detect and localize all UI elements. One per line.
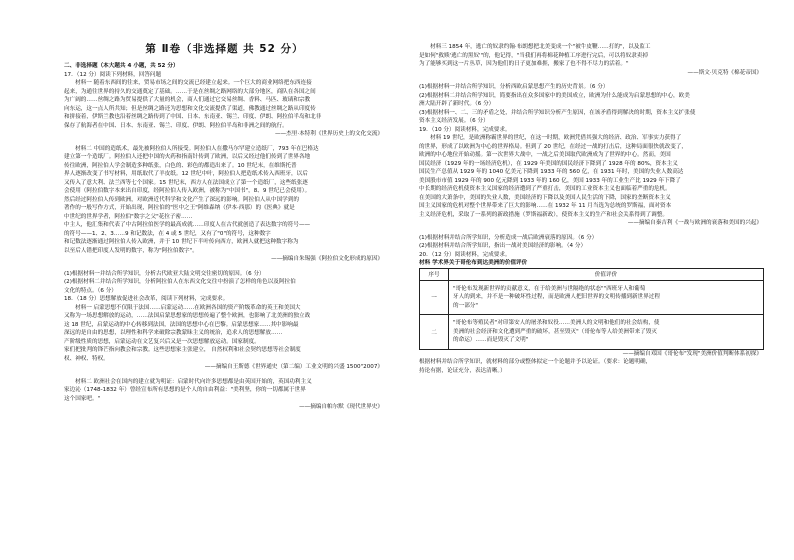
text-line: (1)根据材料一并结合所学知识，分析西欧启蒙思想产生的历史背景。（6 分） [419,84,609,90]
row-evaluation [449,280,764,315]
text-line: 深远的是自由的思想，以理性和科学来破除宗教蒙昧主义的统治，追求人的思想解放…… [64,330,283,336]
text-line: 中长期的经济危机使资本主义国家的经济遭到了严重打击，美国的工业资本主义也面临着严重的危机。 [419,186,671,192]
text-line: 材料三 1854 年，逃亡的奴隶约翰·布朗想把北美变成一个"被牛皮鞭……打的"，以及监工 [430,44,651,50]
text-line: 又传入了意大利、法兰西等七个国家。15 世纪末，西方人在法国成立了第一个造纸厂，这些纸张逐 [64,179,308,186]
text-line: 二、非选择题（本大题共 4 小题，共 52 分） [64,63,179,69]
row-number: 一 [420,280,449,315]
text-line: 根据材料并结合所学知识，就材料的部分或整体拟定一个论题并予以论证。（要求：论题明确， [419,359,652,365]
text-line: 会使用（阿拉伯数字本来出自印度，经阿拉伯人传入欧洲，被称为"中国书"，8、9 世纪已会使用）。 [64,188,311,194]
text-line: 在美国的大萧条中，美国的失业人数，美国经济的下降以及美国人民生活的下降，国家的垄断资本主义 [419,194,671,201]
text-line: 材料一 随着东西间的往来，贸易市场之间的交流已经建立起来。一个巨大的商业网络把东西连接 [75,80,312,86]
evaluation-text-line: 美洲的社会经济和文化遭到严重的破坏，甚至毁灭"（哥伦布等人给美洲带来了毁灭 [453,328,657,335]
text-line: 材料 19 世纪，是欧洲称霸世界的世纪，在这一时期，欧洲凭借其强大的经济、政治、军事实力获得了 [430,135,682,141]
text-line: (1)根据材料一并结合所学知识，分析古代欧亚大陆文明交往密切的原因。（6 分） [64,270,265,277]
text-line: 和记数法逐渐通过阿拉伯人传入欧洲，并于 10 世纪下半叶传向西方，欧洲人就把这种数字称为 [64,239,299,245]
text-line: 国主义国家的危机对整个世界带来了巨大的影响……在 1932 年 11 月当选为总统的罗斯福，面对资本 [419,203,672,209]
text-line: 为了能够买到这一片丛草，因为他们的日子更加难捱，搬家了也不得不尽力的活着。" [419,61,629,67]
source-citation: ——摘编自王斯德《世界通史（第二编）工业文明的兴盛 1500"2007》 [204,364,383,370]
row-number: 二 [420,315,449,350]
text-line: 家们把批判的锋芒指向教会和宗教。这些思想家主张建立， 自然权利和社会契约思想等社会制度 [64,347,301,353]
text-line: 材料一 启蒙思想不仅限于法国……启蒙运动……在欧洲各国的资产阶级革命的英王和美国大 [75,304,301,311]
text-line: 以至后人错把印度人发明的数字，称为"阿拉伯数字"。 [64,247,198,254]
left-text-block [64,62,385,418]
text-line: (1)根据材料并结合所学知识，分析造成一战后欧洲衰落的原因。（6 分） [419,234,598,241]
text-line: 主义经济危机，采取了一系列的新政措施（罗斯福新政），使资本主义的生产和社会关系得到了调整。 [419,211,668,218]
text-line: 家边沁（1748-1832 年）曾经宣布所有思想的是个人的自由利益："美利坚，你的一切都属于世界 [64,387,306,393]
source-citation: ——杰里·本特利《世界历史上的文化交流》 [274,131,383,137]
text-line: 持论有据，论证充分，表达清晰。） [419,367,506,374]
evaluation-text-line: "哥伦布等殖民者"对印第安人的屠杀和奴役……美洲人的文明和他们的社会结构，使 [453,320,660,326]
evaluation-text-line: "哥伦布发现新世界的贡献意义，在于给美洲与世隔绝的状态""西班牙人和葡萄 [453,285,646,292]
table-header-row [420,268,764,280]
text-line: 资本主义经济发展。（6 分） [419,118,489,124]
evaluation-text-line: 的一部分" [453,302,478,309]
source-citation: ——斯文·贝克特《棉花帝国》 [687,69,762,76]
text-line: (3)根据材料一、二、三的矛盾之处，并结合所学知识分析产生原因，在该矛盾得到解决的时期，资本主义扩张使 [419,109,696,116]
text-line: 权、神权、特权。 [64,355,109,362]
text-line: 产阶级性质的思想，启蒙运动在文艺复兴后又是一次思想解放运动。国家制度。 [64,338,260,345]
text-line: 国民经济（1929 年的一场经济危机），在 1929 年美国的国民经济下降到了 1928 年的 80%，资本主义 [419,160,678,167]
text-line: 材料 学术界关于哥伦布到达美洲的价值评价 [419,260,528,266]
text-line: 的世界，形成了以欧洲为中心的世界格局。但到了 20 世纪，在经过一战的打击后，这种局面很快就改变了， [419,143,687,150]
text-line: 这个国家吧。" [64,395,101,402]
row-evaluation [449,315,764,350]
text-line: 欧洲的中心地位开始动摇。第一次世界大战中，一战之后美国取代欧洲成为了世界的中心。然而，美国 [419,152,671,158]
text-line: 起来，为通往世界的持久的交通奠定了基础。……于是在丝绸之路网络的大部分地区，商队在各国之间 [64,88,316,95]
text-line: 国民生产总值从 1929 年的 1040 亿美元下降到 1933 年的 560 亿，在 1931 年时，美国的失业人数高达 [419,169,684,175]
text-line: 19．（10 分）阅读材料，完成要求。 [419,126,511,133]
text-line: 20．（12 分）阅读材料，完成要求。 [419,251,511,258]
right-text-block [419,43,764,268]
text-line: 中主人，他汇集和代表了中古阿拉伯医学的最高成就……印度人在古代就创造了表达数字的符号—— [64,222,311,228]
source-citation: ——摘编自帕尔默《现代世界史》 [299,404,383,410]
text-line: 材料二 中国的造纸术，最先被阿拉伯人所接受。阿拉伯人在撒马尔罕建立造纸厂，793 年在巴格达 [75,145,319,152]
text-line: (2)根据材料二并结合所学知识，分析阿拉伯人在东西文化交往中扮演了怎样的角色以及阿拉伯 [64,279,296,285]
text-line: (2)根据材料二并结合所学知识，简要指出在众多国家中的美国成立，欧洲为什么能成为启蒙思想的中心，欧美 [419,92,690,99]
text-line: 又称为一场思想解放的运动，……法国启蒙思想家的思想传遍了整个欧洲，也影响了北美洲的独立战 [64,313,311,319]
text-line: 建立第一个造纸厂。阿拉伯人还把中国的火药和指南针传到了欧洲，以后又经过他们传到了世界各地 [64,154,311,160]
table-row [420,315,764,350]
text-line: 界人逐渐改变了书写材料，用纸取代了羊皮纸。12 世纪中叶，阿拉伯人把造纸术传入西班牙，以后 [64,171,308,177]
text-line: 是如何"救赎'逃亡的黑奴'"的，他记得，"当我们再将棉花种植工序进行完后，可以将奴隶卖掉 [419,52,648,59]
table-header-evaluation: 价值评价 [449,268,764,280]
table-source: ——摘编自邓国《哥伦布"发现"美洲价值判断体系初探》 [622,350,762,357]
text-line: 中世纪的世界学者，阿拉伯"数字之父"花拉子密…… [64,213,193,220]
source-citation: ——摘编自朱锡强《阿拉伯文化形成的原因》 [271,256,383,262]
evaluation-text-line: 牙人的到来，并不是一种破坏性过程，而是欧洲人把旧世界的文明传播到新世界过程 [453,294,660,300]
evaluation-table [419,268,764,350]
table-row [420,280,764,315]
source-citation: ——摘编自秦吉利《一战与欧洲的衰落和美国的兴起》 [627,220,762,226]
part-title: 第 Ⅱ卷（非选择题 共 52 分） [145,43,304,55]
text-line: 著作的一般写作方式，开始出现，阿拉伯的"医中之王"阿维森纳（伊本·西那）的《医典》就是 [64,205,295,211]
text-line: 材料二 欧洲社会在国内的建立就为明证：启蒙时代向许多思想都是由英国开始的，英国功利主义 [75,378,312,385]
text-line: 保存了航海者在中国、日本、东南亚、锡兰、印度、伊朗、阿拉伯半岛和非洲之间的航行。 [64,122,288,129]
table-header-number: 序号 [420,268,449,280]
text-line: 为广阔的……丝绸之路为贸易提供了大量的机会，商人们通过它交易丝绸、香料、马匹、玻璃和宗教 [64,97,311,103]
text-line: 18．（18 分）思想解放促进社会改革，阅读下列材料，完成要求。 [64,296,229,302]
text-line: 传往欧洲，阿拉伯人学会制造多种纸张，白色的、彩色的都造出来了。10 世纪末，在维斯托普 [64,162,297,169]
text-line: (2)根据材料并结合所学知识，指出一战对美国经济的影响。（4 分） [419,243,587,249]
evaluation-text-line: 的命运）……而是毁灭了文明" [453,337,529,343]
final-instructions [419,358,764,375]
text-line: 这 18 世纪，启蒙运动的中心转移到法国，法国的思想中心在巴黎。启蒙思想家……其中影响最 [64,321,299,328]
right-column [397,0,794,560]
text-line: 洲大陆开辟了新时代。（6 分） [419,101,495,107]
text-line: 向东运，这一点人所共知；但是丝绸之路还为思想和文化交流提供了渠道，佛教通过丝绸之路从印度传 [64,105,316,112]
text-line: 美国股市市值 1929 年的 900 亿元降到 1933 年的 160 亿，美国 1933 年的工业生产比 1929 年下降了 [419,177,681,184]
text-line: 文化的特点。（6 分） [64,287,117,294]
text-line: 和拼接着，伊斯兰教也沿着丝绸之路传到了中国、日本、东南亚、锡兰、印度、伊朗、阿拉伯半岛和北非 [64,114,322,120]
text-line: 然后经过阿拉伯人传到欧洲，对欧洲近代科学和文化产生了深远的影响。阿拉伯人从中国学到的 [64,196,299,203]
text-line: 的符号——1、2、3……9 和记数法，在 4 或 5 世纪，又有了"0"的符号，这种数字 [64,230,271,237]
text-line: 17．（12 分）阅读下列材料，回答问题 [64,71,162,78]
